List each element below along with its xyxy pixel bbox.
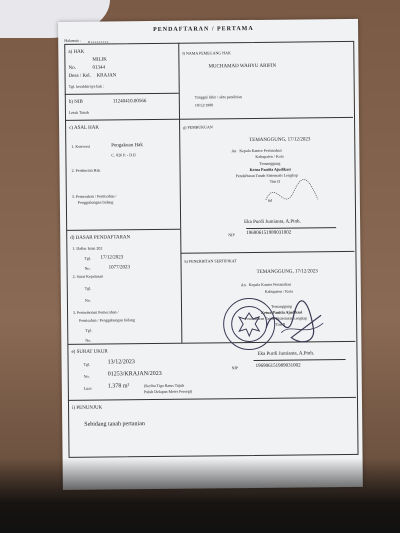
pembukuan-office4: Ketua Panitia Ajudikasi — [249, 166, 291, 173]
penerbitan-label: h) PENERBITAN SERTIPIKAT — [184, 258, 237, 264]
luas-words-2: Puluh Delapan Meter Persegi) — [143, 388, 193, 395]
luas-words-1: (Seribu Tiga Ratus Tujuh — [143, 382, 185, 389]
pembukuan-signer: Eka Purdi Jumianta, A.Ptnh. — [244, 219, 301, 226]
pembukuan-label: g) PEMBUKUAN — [183, 124, 213, 130]
pemberian-hak-label: 2. Pemberian Hak — [71, 167, 101, 173]
no2-label: No. — [84, 297, 91, 303]
hak-label: a) HAK — [68, 49, 85, 55]
pembukuan-an: An. — [231, 148, 238, 154]
nib-value: 11240410.00566 — [112, 99, 147, 105]
tgl1-label: Tgl. — [84, 255, 92, 261]
pembukuan-nip-value: 196906151989031002 — [246, 230, 292, 237]
handwritten-signature-h — [261, 287, 332, 358]
tgl-lahir-value: 18/12/1988 — [194, 102, 214, 108]
desa-value: KRAJAN — [96, 73, 117, 79]
surat-keputusan: 2. Surat Keputusan — [72, 273, 104, 279]
tgl-lahir-label: Tanggal lahir / akta pendirian — [194, 94, 242, 100]
dasar-label: d) DASAR PENDAFTARAN — [70, 235, 131, 241]
land-registration-document — [58, 19, 363, 490]
luas-label: Luas — [83, 385, 92, 391]
konversi-sub: C. 826 P. - D.II — [111, 152, 136, 158]
tgl3-label: Tgl. — [85, 327, 92, 333]
bottom-shadow — [0, 458, 400, 533]
penerbitan-place-date: TEMANGGUNG, 17/12/2023 — [256, 269, 318, 275]
pembukuan-office2: Kabupaten / Kota — [255, 153, 284, 159]
asal-hak-label: c) ASAL HAK — [69, 125, 99, 131]
penggabungan-label: Penggabungan bidang — [77, 199, 114, 205]
penerbitan-an: An. — [240, 282, 247, 288]
su-tgl-label: Tgl. — [83, 361, 91, 367]
surat-ukur-label: e) SURAT UKUR — [71, 349, 108, 355]
daftar-isian: 1. Daftar Isian 202 — [72, 245, 103, 251]
halaman-label: Halaman : — [64, 37, 81, 43]
pembukuan-place-date: TEMANGGUNG, 17/12/2023 — [249, 137, 311, 144]
penerbitan-nip-value: 196906151989031002 — [255, 363, 301, 369]
handwritten-signature-g — [260, 169, 331, 220]
document-title: PENDAFTARAN / PERTAMA — [153, 25, 254, 34]
penunjuk-value: Sebidang tanah pertanian — [84, 421, 145, 428]
pembukuan-ttd: ttd — [267, 197, 273, 203]
permohonan-label: 3. Permohonan Pemecahan / — [73, 309, 119, 315]
penerbitan-office1: Kepala Kantor Pertanahan — [248, 281, 291, 288]
hak-no-value: 01344 — [92, 65, 106, 71]
konversi-value: Pengakuan Hak — [111, 143, 143, 149]
pembukuan-office5: Pendaftaran Tanah Sistematis Lengkap — [235, 172, 298, 179]
pembukuan-office6: Tim II — [269, 178, 280, 184]
pemegang-name: MUCHAMAD WAHYU ARIFIN — [208, 63, 277, 70]
su-no-value: 01253/KRAJAN/2023 — [107, 370, 162, 378]
tgl1-value: 17/12/2023 — [100, 255, 124, 261]
pembukuan-office1: Kepala Kantor Pertanahan — [239, 147, 282, 154]
desa-label: Desa / Kel. — [68, 73, 91, 79]
no3-label: No. — [85, 337, 92, 343]
tgl-berakhir-label: Tgl. berakhirnya hak : — [68, 83, 105, 89]
konversi-label: 1. Konversi — [71, 143, 91, 149]
permohonan-label2: Pemisahan / Penggabungan bidang — [79, 317, 136, 323]
pemegang-label: f) NAMA PEMEGANG HAK — [182, 50, 231, 56]
penerbitan-office5: Pendaftaran Tanah Sistematis Lengkap — [245, 315, 308, 322]
penerbitan-signer: Eka Purdi Jumianta, A.Ptnh. — [257, 351, 315, 357]
nib-label: b) NIB — [68, 99, 83, 105]
penerbitan-office3: Temanggung — [270, 303, 292, 309]
su-no-label: No. — [83, 373, 90, 379]
penerbitan-office2: Kabupaten / Kota — [264, 288, 294, 294]
hak-value: MILIK — [92, 57, 107, 63]
no1-value: 1077/2023 — [108, 265, 130, 271]
su-tgl-value: 13/12/2023 — [107, 359, 135, 366]
tgl2-label: Tgl. — [84, 285, 92, 291]
letak-tanah-label: Letak Tanah — [68, 109, 89, 115]
pembukuan-nip-label: NIP — [228, 232, 235, 238]
penerbitan-nip-label: NIP — [231, 365, 239, 371]
penerbitan-office4: Ketua Panitia Ajudikasi — [261, 309, 303, 315]
penerbitan-office6: Tim II — [275, 321, 286, 327]
penunjuk-label: i) PENUNJUK — [72, 405, 103, 411]
pemecahan-label: 3. Pemecahan / Pemisahan / — [71, 193, 117, 199]
hak-no-label: No. — [68, 65, 76, 71]
luas-value: 1.378 m² — [107, 383, 130, 390]
no1-label: No. — [84, 265, 91, 271]
pembukuan-office3: Temanggung — [259, 160, 281, 166]
